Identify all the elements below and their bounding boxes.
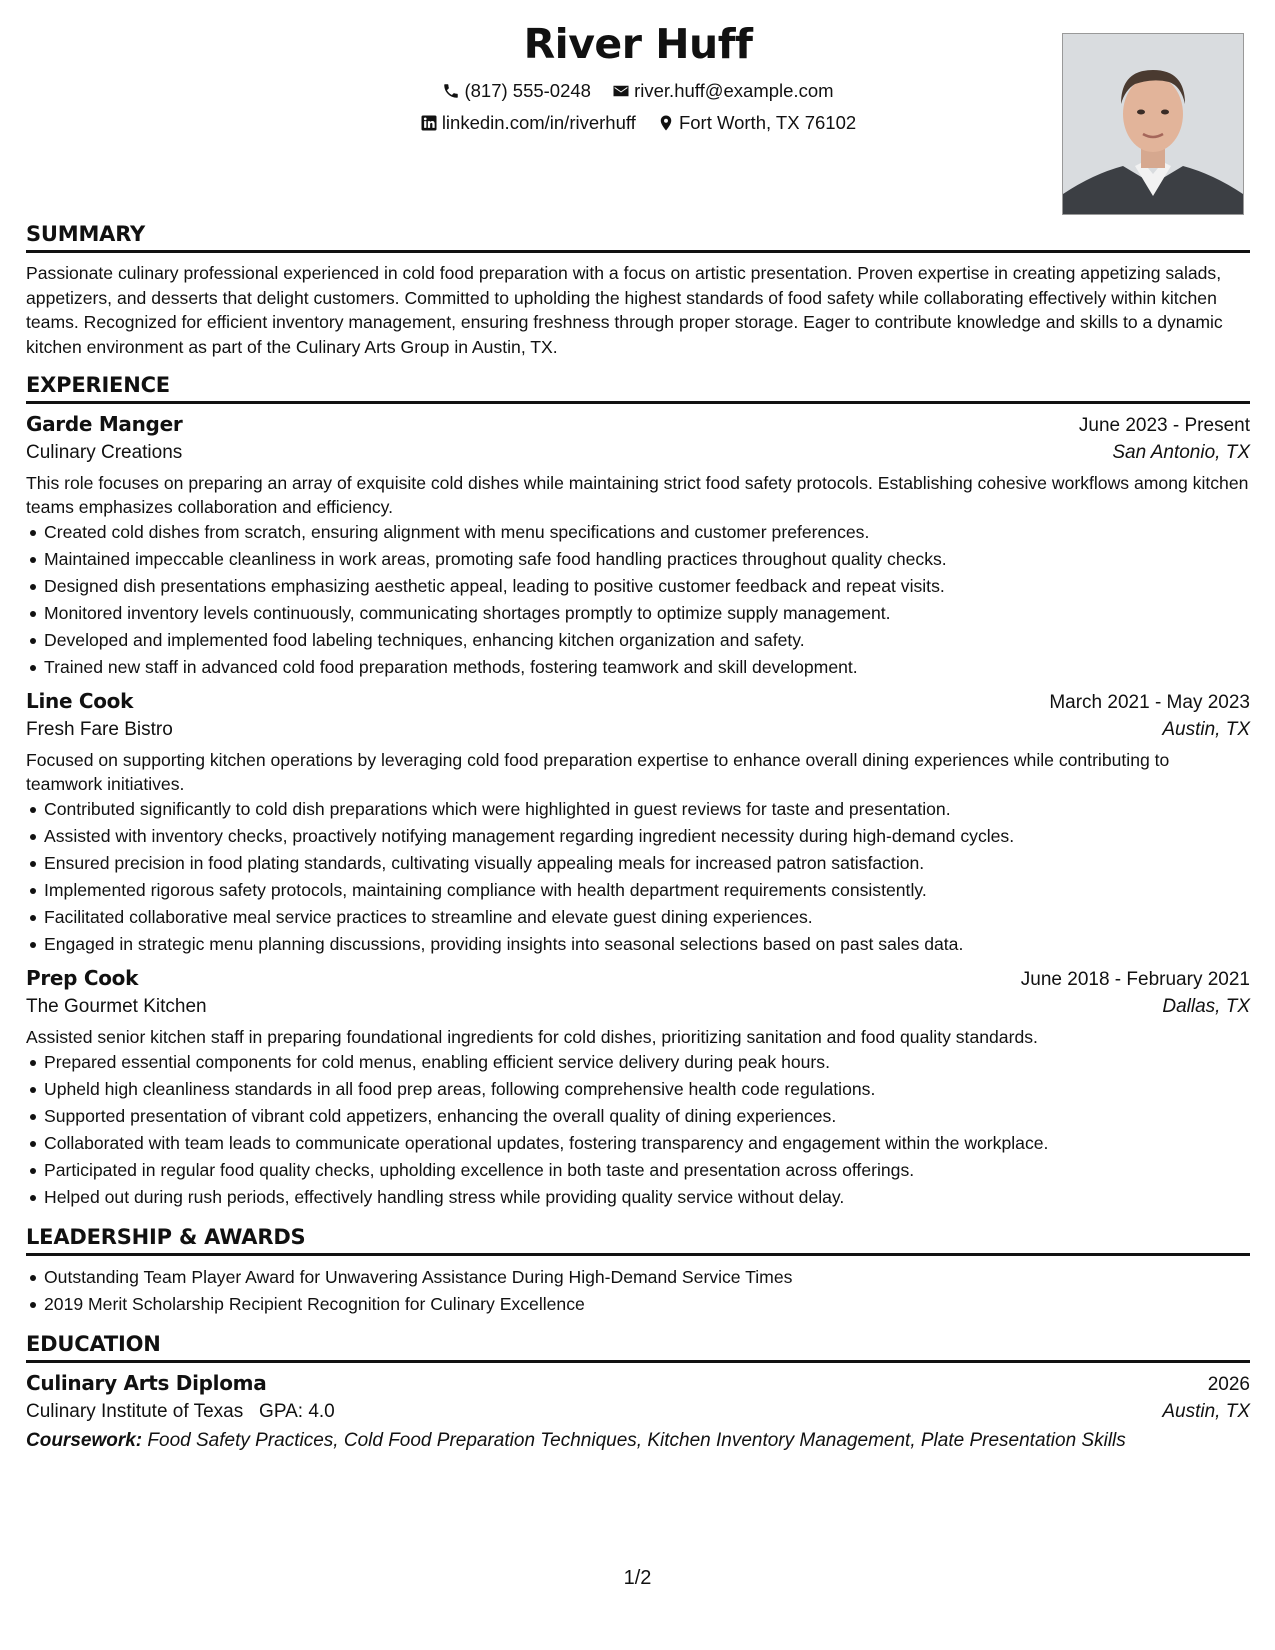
- job-company: Fresh Fare Bistro: [26, 719, 173, 740]
- job-description: Focused on supporting kitchen operations by leveraging cold food preparation expertise to enhance overall dining experiences while contributing to teamwork initiatives.: [26, 750, 1170, 794]
- candidate-name: River Huff: [523, 20, 753, 68]
- leadership-heading: LEADERSHIP & AWARDS: [26, 1225, 1250, 1256]
- school-location: Austin, TX: [1162, 1401, 1250, 1422]
- job-description: Assisted senior kitchen staff in preparing foundational ingredients for cold dishes, prioritizing sanitation and food quality standards.: [26, 1027, 1038, 1047]
- job-entry: [26, 412, 1250, 681]
- linkedin-text[interactable]: linkedin.com/in/riverhuff: [441, 112, 636, 133]
- page-number: 1/2: [623, 1567, 652, 1589]
- experience-heading: EXPERIENCE: [26, 373, 1250, 404]
- job-description: This role focuses on preparing an array of exquisite cold dishes while maintaining strict food safety protocols. Establishing cohesive workflows among kitchen teams emphasizes collaboration and efficiency.: [26, 473, 1249, 517]
- degree-title: Culinary Arts Diploma: [26, 1371, 267, 1395]
- job-bullet: Assisted with inventory checks, proactively notifying management regarding ingredient necessity during high-demand cycles.: [44, 823, 1250, 850]
- job-bullets: [26, 519, 1250, 681]
- gpa: GPA: 4.0: [259, 1401, 335, 1422]
- award-item: 2019 Merit Scholarship Recipient Recognition for Culinary Excellence: [44, 1291, 1250, 1318]
- job-title: Garde Manger: [26, 412, 183, 436]
- job-bullet: Engaged in strategic menu planning discussions, providing insights into seasonal selections based on past sales data.: [44, 931, 1250, 958]
- job-entry: [26, 689, 1250, 958]
- linkedin-icon: [420, 114, 438, 132]
- email-text[interactable]: river.huff@example.com: [634, 80, 834, 101]
- coursework-label: Coursework:: [26, 1430, 143, 1451]
- education-heading: EDUCATION: [26, 1332, 1250, 1363]
- summary-text: Passionate culinary professional experienced in cold food preparation with a focus on artistic presentation. Proven expertise in creating appetizing salads, appetizers, and desserts that delight customers. Committed to upholding the highest standards of food safety while collaborating effectively within kitchen teams. Recognized for efficient inventory management, ensuring freshness through proper storage. Eager to contribute knowledge and skills to a dynamic kitchen environment as part of the Culinary Arts Group in Austin, TX.: [26, 263, 1223, 357]
- portrait-image: [1063, 34, 1243, 214]
- job-bullet: Developed and implemented food labeling techniques, enhancing kitchen organization and safety.: [44, 627, 1250, 654]
- job-bullet: Helped out during rush periods, effectively handling stress while providing quality service without delay.: [44, 1184, 1250, 1211]
- graduation-year: 2026: [1207, 1374, 1250, 1395]
- job-location: Austin, TX: [1162, 719, 1250, 740]
- envelope-icon: [612, 82, 630, 100]
- job-bullet: Upheld high cleanliness standards in all food prep areas, following comprehensive health code regulations.: [44, 1076, 1250, 1103]
- phone-contact: [442, 80, 591, 102]
- resume-page: [26, 0, 1250, 1466]
- school-info: [26, 1401, 335, 1423]
- award-item: Outstanding Team Player Award for Unwavering Assistance During High-Demand Service Times: [44, 1264, 1250, 1291]
- phone-text: (817) 555-0248: [464, 80, 591, 101]
- email-contact[interactable]: [612, 80, 833, 102]
- location-text: Fort Worth, TX 76102: [678, 112, 857, 133]
- coursework: [26, 1430, 1250, 1452]
- job-bullet: Facilitated collaborative meal service practices to streamline and elevate guest dining experiences.: [44, 904, 1250, 931]
- job-bullet: Supported presentation of vibrant cold appetizers, enhancing the overall quality of dining experiences.: [44, 1103, 1250, 1130]
- summary-section: [26, 222, 1250, 359]
- job-title: Prep Cook: [26, 966, 139, 990]
- job-bullet: Contributed significantly to cold dish preparations which were highlighted in guest reviews for taste and presentation.: [44, 796, 1250, 823]
- job-bullet: Created cold dishes from scratch, ensuring alignment with menu specifications and customer preferences.: [44, 519, 1250, 546]
- map-pin-icon: [657, 114, 675, 132]
- experience-section: [26, 373, 1250, 1211]
- job-bullets: [26, 796, 1250, 958]
- job-company: Culinary Creations: [26, 442, 183, 463]
- linkedin-contact[interactable]: [420, 112, 636, 134]
- job-bullet: Ensured precision in food plating standards, cultivating visually appealing meals for increased patron satisfaction.: [44, 850, 1250, 877]
- job-title: Line Cook: [26, 689, 134, 713]
- job-bullet: Monitored inventory levels continuously, communicating shortages promptly to optimize supply management.: [44, 600, 1250, 627]
- summary-heading: SUMMARY: [26, 222, 1250, 253]
- location-contact: [657, 112, 856, 134]
- school-name: Culinary Institute of Texas: [26, 1401, 244, 1422]
- resume-header: [26, 0, 1250, 222]
- job-bullet: Maintained impeccable cleanliness in work areas, promoting safe food handling practices throughout quality checks.: [44, 546, 1250, 573]
- profile-photo: [1062, 33, 1244, 215]
- phone-icon: [442, 82, 460, 100]
- job-dates: March 2021 - May 2023: [1049, 692, 1250, 713]
- job-bullet: Participated in regular food quality checks, upholding excellence in both taste and presentation across offerings.: [44, 1157, 1250, 1184]
- job-dates: June 2018 - February 2021: [1020, 969, 1250, 990]
- job-bullet: Prepared essential components for cold menus, enabling efficient service delivery during peak hours.: [44, 1049, 1250, 1076]
- job-bullet: Collaborated with team leads to communicate operational updates, fostering transparency and engagement within the workplace.: [44, 1130, 1250, 1157]
- job-company: The Gourmet Kitchen: [26, 996, 207, 1017]
- job-location: San Antonio, TX: [1112, 442, 1250, 463]
- job-entry: [26, 966, 1250, 1211]
- job-bullet: Designed dish presentations emphasizing aesthetic appeal, leading to positive customer feedback and repeat visits.: [44, 573, 1250, 600]
- awards-list: [26, 1264, 1250, 1318]
- job-bullets: [26, 1049, 1250, 1211]
- education-section: [26, 1332, 1250, 1452]
- job-bullet: Implemented rigorous safety protocols, maintaining compliance with health department requirements consistently.: [44, 877, 1250, 904]
- job-location: Dallas, TX: [1162, 996, 1250, 1017]
- job-bullet: Trained new staff in advanced cold food preparation methods, fostering teamwork and skill development.: [44, 654, 1250, 681]
- leadership-section: [26, 1225, 1250, 1318]
- job-dates: June 2023 - Present: [1078, 415, 1250, 436]
- coursework-list: Food Safety Practices, Cold Food Preparation Techniques, Kitchen Inventory Management, Plate Presentation Skills: [147, 1430, 1126, 1451]
